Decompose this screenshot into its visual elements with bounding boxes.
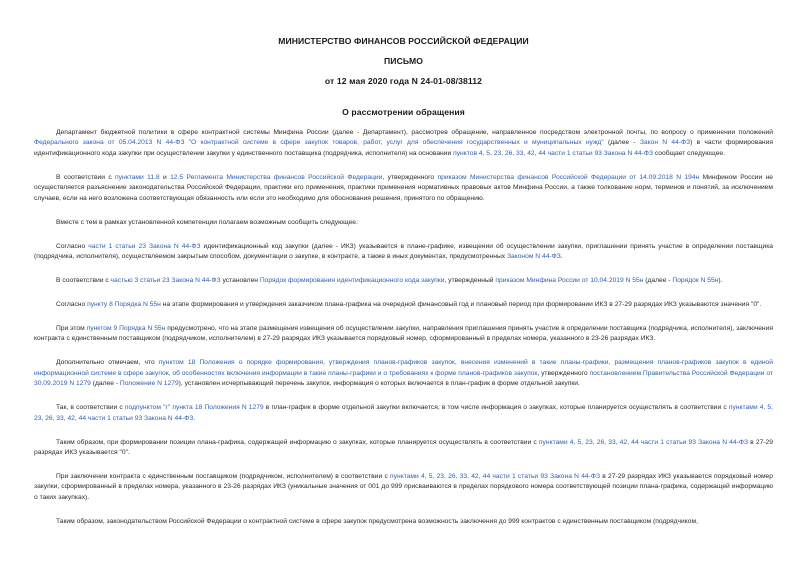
- document-date-number: от 12 мая 2020 года N 24-01-08/38112: [324, 76, 483, 86]
- paragraph: [34, 173, 773, 204]
- paragraph-text: (далее -: [603, 139, 640, 147]
- paragraph-text: Согласно: [56, 242, 89, 250]
- paragraph: [34, 403, 773, 424]
- paragraph-text: .: [560, 253, 563, 261]
- document-link[interactable]: Федерального закона от 05.04.2013 N 44-ФЗ "О контрактной системе в сфере закупок товаров, работ, услуг для обеспечения государственных и муниципальных нужд": [34, 139, 604, 147]
- document-link[interactable]: пунктов 4, 5, 23, 26, 33, 42, 44 части 1 статьи 93 Закона N 44-ФЗ: [453, 149, 653, 157]
- document-link[interactable]: Законом N 44-ФЗ: [506, 253, 561, 261]
- document-link[interactable]: Порядок формирования идентификационного кода закупки: [259, 277, 445, 285]
- paragraph-text: Департамент бюджетной политики в сфере контрактной системы Минфина России (далее - Департамент), рассмотрев обращение, направленное посредством электронной почты, по вопросу о применении положений: [56, 129, 773, 136]
- document-link[interactable]: пунктами 11.8: [115, 173, 160, 181]
- paragraph: [34, 128, 773, 159]
- paragraph-text: ).: [718, 277, 723, 285]
- paragraph-text: , утвержденного: [537, 369, 590, 377]
- ministry-heading: МИНИСТЕРСТВО ФИНАНСОВ РОССИЙСКОЙ ФЕДЕРАЦИИ: [278, 36, 529, 46]
- document-link[interactable]: пунктом 18 Положения о порядке формирования, утверждения планов-графиков закупок, внесения изменений в такие планы-графики, размещения планов-графиков закупок в единой информационной системе в сфере закупок, об особенностях включения информации в такие планы-графики и о требованиях к форме планов-графиков закупок: [34, 359, 773, 377]
- document-link[interactable]: Положение N 1279: [119, 380, 179, 388]
- paragraph-text: В соответствии с: [56, 277, 111, 285]
- paragraph-text: и: [159, 173, 171, 181]
- paragraph-text: Таким образом, законодательством Российской Федерации о контрактной системе в сфере закупок предусмотрена возможность заключения до 999 контрактов с единственным поставщиком (подрядчиком,: [56, 517, 698, 525]
- document-link[interactable]: пунктом 9 Порядка N 55н: [86, 325, 166, 333]
- paragraph: [34, 276, 773, 286]
- document-body: [34, 128, 773, 527]
- paragraph: [34, 218, 773, 228]
- paragraph-text: (далее -: [643, 277, 673, 285]
- paragraph-text: Согласно: [56, 301, 88, 309]
- document-link[interactable]: пунктами 4, 5, 23, 26, 33, 42, 44 части 1 статьи 93 Закона N 44-ФЗ: [390, 473, 601, 481]
- paragraph-text: в план-график в форме отдельной закупки включается, в том числе информация о закупках, которые планируется осуществлять в соответствии с: [263, 404, 729, 412]
- paragraph-text: Так, в соответствии с: [56, 404, 125, 412]
- paragraph-text: предусмотрено, что на этапе размещения извещения об осуществлении закупки, направления приглашения принять участие в определении поставщика (подрядчика, исполнителя), заключения контракта с единственным поставщиком (подрядчиком, исполнителем) в 27-29 разрядах ИКЗ указывается порядковый номер, сформированный в пределах номера, указанного в 23-26 разрядах ИКЗ.: [34, 325, 773, 343]
- paragraph: [34, 472, 773, 503]
- paragraph-text: Таким образом, при формировании позиции плана-графика, содержащей информацию о закупках, которые планируется осуществлять в соответствии с: [56, 438, 539, 446]
- paragraph-text: При заключении контракта с единственным поставщиком (подрядчиком, исполнителем) в соответствии с: [56, 473, 391, 481]
- paragraph: [34, 438, 773, 459]
- paragraph-text: В соответствии с: [56, 173, 116, 181]
- paragraph-text: установлен: [220, 277, 260, 285]
- paragraph: [34, 358, 773, 389]
- paragraph: [34, 300, 773, 310]
- document-link[interactable]: пункту 8 Порядка N 55н: [87, 301, 161, 309]
- paragraph-text: (далее -: [90, 380, 120, 388]
- paragraph: [34, 517, 773, 527]
- paragraph-text: Вместе с тем в рамках установленной компетенции полагаем возможным сообщить следующее.: [56, 218, 358, 226]
- document-link[interactable]: приказом Минфина России от 10.04.2019 N 55н: [495, 277, 644, 285]
- paragraph-text: Дополнительно отмечаем, что: [56, 359, 159, 367]
- document-link[interactable]: части 1 статьи 23 Закона N 44-ФЗ: [88, 242, 201, 250]
- document-link[interactable]: Порядок N 55н: [672, 277, 719, 285]
- paragraph-text: Минфином России не осуществляется разъяснение законодательства Российской Федерации, практики его применения, практики применения нормативных правовых актов Минфина России, а также толкование норм, терминов и понятий, за исключением случаев, если на него возложена соответствующая обязанность или если это необходимо для обоснования решения, принятого по обращению.: [34, 173, 774, 202]
- paragraph-text: , утвержденный: [444, 277, 496, 285]
- document-link[interactable]: Закон N 44-ФЗ: [639, 139, 691, 147]
- paragraph-text: При этом: [56, 325, 87, 333]
- document-link[interactable]: подпунктом "г" пункта 18 Положения N 1279: [124, 404, 264, 412]
- paragraph-text: ), установлен исчерпывающий перечень закупок, информация о которых включается в план-график в форме отдельной закупки.: [178, 380, 580, 388]
- document-link[interactable]: 12.5 Регламента Министерства финансов Российской Федерации: [170, 173, 383, 181]
- document-link[interactable]: пунктами 4, 5, 23, 26, 33, 42, 44 части 1 статьи 93 Закона N 44-ФЗ: [34, 404, 773, 422]
- paragraph-text: идентификационный код закупки (далее - ИКЗ) указывается в плане-графике, извещении об осуществлении закупки, приглашении принять участие в определении поставщика (подрядчика, исполнителя), осуществляемом закрытым способом, документации о закупке, в контракте, а также в иных документах, предусмотренных: [34, 242, 773, 261]
- paragraph: [34, 242, 773, 263]
- document-link[interactable]: частью 3 статьи 23 Закона N 44-ФЗ: [110, 277, 221, 285]
- paragraph-text: в 27-29 разрядах ИКЗ указывается "0".: [34, 438, 773, 457]
- paragraph-text: сообщает следующее.: [653, 149, 725, 157]
- paragraph-text: в 27-29 разрядах ИКЗ указывается порядковый номер закупки, сформированный в пределах номера, указанного в 23-26 разрядах ИКЗ (уникальные значения от 001 до 999 присваиваются в пределах порядкового номера соответствующей позиции плана-графика, содержащей информацию о таких закупках).: [34, 473, 773, 501]
- paragraph-text: .: [193, 414, 196, 422]
- paragraph-text: ) в части формирования идентификационного кода закупки при осуществлении закупки у единственного поставщика (подрядчика, исполнителя) на основании: [34, 139, 773, 157]
- paragraph-text: , утвержденного: [382, 173, 438, 181]
- document-link[interactable]: пунктами 4, 5, 23, 26, 33, 42, 44 части 1 статьи 93 Закона N 44-ФЗ: [538, 438, 748, 446]
- document-type: ПИСЬМО: [384, 56, 423, 66]
- paragraph-text: на этапе формирования и утверждения заказчиком плана-графика на очередной финансовый год и плановый период при формировании ИКЗ в 27-29 разрядах ИКЗ указываются значения "0".: [160, 301, 762, 309]
- document-link[interactable]: приказом Министерства финансов Российской Федерации от 14.09.2018 N 194н: [437, 173, 700, 181]
- paragraph: [34, 324, 773, 345]
- document-link[interactable]: постановлением Правительства Российской Федерации от 30.09.2019 N 1279: [34, 369, 773, 388]
- document-subject: О рассмотрении обращения: [342, 107, 465, 117]
